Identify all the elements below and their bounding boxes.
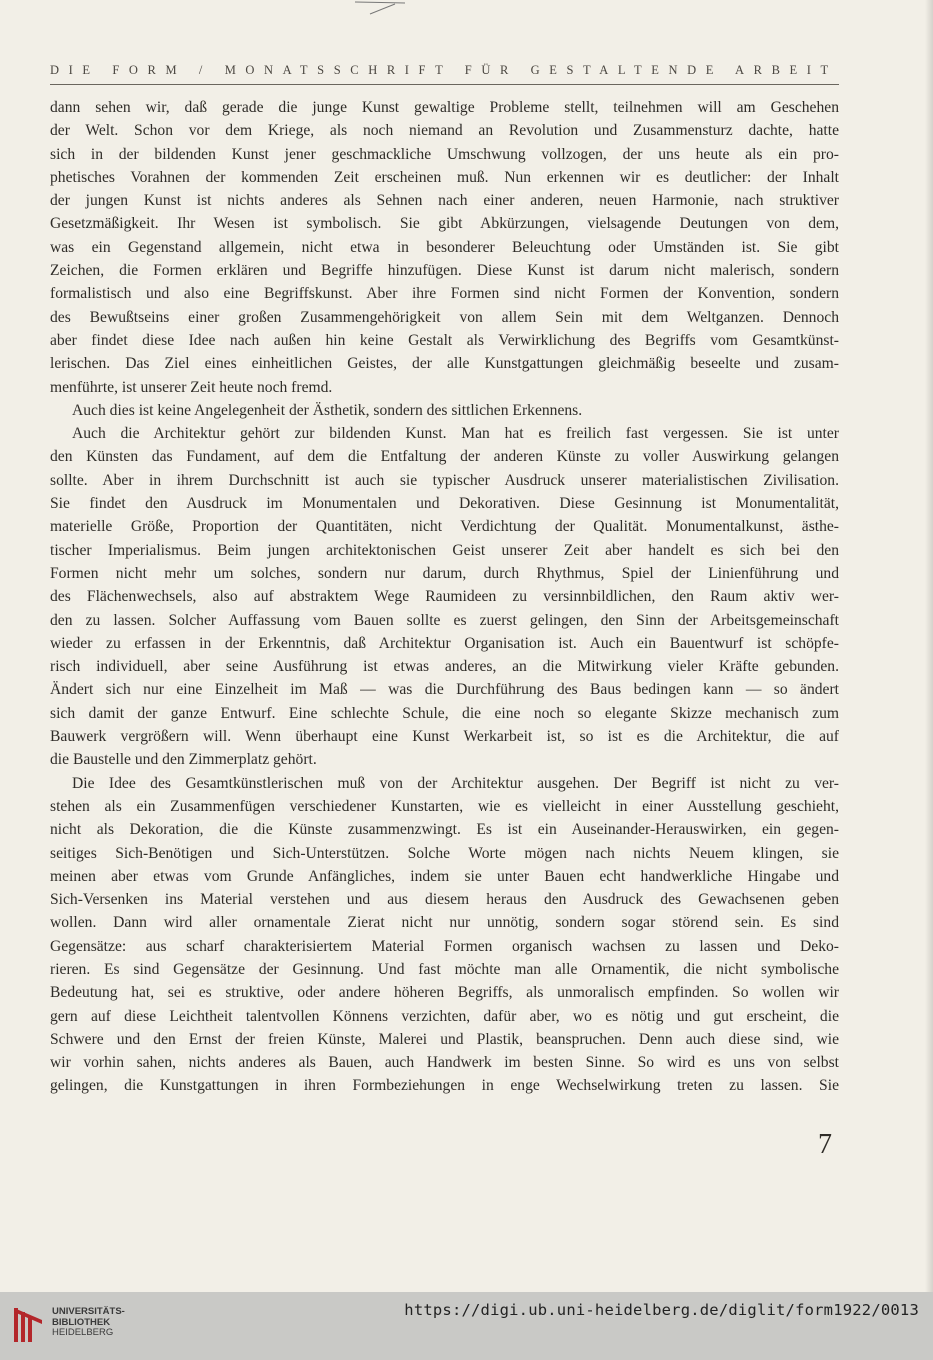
- text-line: seitiges Sich-Benötigen und Sich-Unterstützen. Solche Worte mögen nach nichts Neuem klingen, sie: [50, 844, 839, 862]
- text-line: Ändert sich nur eine Einzelheit im Maß — was die Durchführung des Baus bedingen kann — so ändert: [50, 681, 839, 699]
- page-number: 7: [818, 1129, 832, 1160]
- text-line: lerischen. Das Ziel eines einheitlichen Geistes, der alle Kunstgattungen gleichmäßig beseelte und zusam-: [50, 355, 839, 373]
- text-line: den Künsten das Fundament, auf dem die Entfaltung der anderen Künste zu voller Auswirkung gelangen: [50, 448, 839, 466]
- article-body: [50, 96, 839, 1098]
- text-line: wir vorhin sahen, nichts anderes als Bauen, auch Handwerk im besten Sinne. So wird es uns von selbst: [50, 1054, 839, 1072]
- library-name-line-1: UNIVERSITÄTS-: [52, 1306, 125, 1317]
- header-rule: [50, 84, 839, 85]
- text-line: menführte, ist unserer Zeit heute noch fremd.: [50, 378, 333, 396]
- text-line: formalistisch und also eine Begriffskunst. Aber ihre Formen sind nicht Formen der Konvention, sondern: [50, 285, 839, 303]
- permalink-url[interactable]: https://digi.ub.uni-heidelberg.de/diglit/form1922/0013: [404, 1301, 919, 1319]
- text-line: rieren. Es sind Gegensätze der Gesinnung. Und fast möchte man alle Ornamentik, die nicht symbolische: [50, 960, 839, 978]
- text-line: Formen nicht mehr um solches, sondern nur darum, durch Rhythmus, Spiel der Linienführung und: [50, 564, 839, 582]
- text-line: Bedeutung hat, sei es struktive, oder andere höheren Begriffs, als unmoralisch empfinden. So wollen wir: [50, 984, 839, 1002]
- text-line: des Bewußtseins einer großen Zusammengehörigkeit von allem Sein mit dem Weltganzen. Dennoch: [50, 308, 839, 326]
- text-line: nicht als Dekoration, die die Künste zusammenzwingt. Es ist ein Auseinander-Herauswirken, ein gegen-: [50, 821, 839, 839]
- text-line: Auch dies ist keine Angelegenheit der Ästhetik, sondern des sittlichen Erkennens.: [72, 401, 583, 419]
- text-line: Schwere und den Ernst der freien Künste, Malerei und Plastik, beanspruchen. Denn auch diese sind, wie: [50, 1030, 839, 1048]
- text-line: phetisches Vorahnen der kommenden Zeit erscheinen muß. Nun erkennen wir es deutlicher: der Inhalt: [50, 168, 839, 186]
- library-name-line-3: HEIDELBERG: [52, 1327, 114, 1338]
- text-line: risch individuell, aber seine Ausführung ist etwas anderes, an die Mitwirkung vieler Kräfte gebunden.: [50, 658, 839, 676]
- text-line: sich damit der ganze Entwurf. Eine schlechte Schule, die eine noch so elegante Skizze mechanisch zum: [50, 704, 839, 722]
- text-line: dann sehen wir, daß gerade die junge Kunst gewaltige Probleme stellt, teilnehmen will am Geschehen: [50, 99, 839, 116]
- text-line: materielle Größe, Proportion der Quantitäten, nicht Verdichtung der Qualität. Monumentalkunst, ästhe-: [50, 518, 839, 536]
- text-line: Gesetzmäßigkeit. Ihr Wesen ist symbolisch. Sie gibt Abkürzungen, vielsagende Deutungen von dem,: [50, 215, 839, 233]
- text-line: Sie findet den Ausdruck im Monumentalen und Dekorativen. Diese Gesinnung ist Monumentalität,: [50, 495, 839, 513]
- text-line: Sich-Versenken ins Material verstehen und aus diesem heraus den Ausdruck des Gewachsenen geben: [50, 891, 839, 909]
- text-line: Bauwerk vergrößern will. Wenn überhaupt eine Kunst Werkarbeit ist, so ist es die Architektur, die auf: [50, 728, 839, 746]
- text-line: gern auf diese Leichtheit talentvollen Könnens verzichten, dafür aber, wo es nötig und gut erscheint, die: [50, 1007, 839, 1025]
- text-line: meinen aber etwas vom Grunde Anfängliches, indem sie unter Bauen echt handwerkliche Hingabe und: [50, 867, 839, 885]
- library-name-line-2: BIBLIOTHEK: [52, 1316, 111, 1328]
- text-line: den zu lassen. Solcher Auffassung vom Bauen sollte es zuerst gelingen, den Sinn der Arbeitsgemeinschaft: [50, 611, 839, 629]
- text-line: sollte. Aber in ihrem Durchschnitt ist auch sie typischer Ausdruck unserer materialistischen Zivilisation.: [50, 471, 839, 489]
- scan-mark: [350, 0, 410, 16]
- text-line: sich in der bildenden Kunst jener geschmackliche Umschwung vollzogen, der uns heute als ein pro-: [50, 145, 839, 163]
- text-line: die Baustelle und den Zimmerplatz gehört.: [50, 751, 317, 769]
- text-line: stehen als ein Zusammenfügen verschiedener Kunstarten, wie es vielleicht in einer Ausstellung geschieht,: [50, 797, 839, 815]
- text-line: der Welt. Schon vor dem Kriege, als noch niemand an Revolution und Zusammensturz dachte, hatte: [50, 122, 839, 140]
- text-line: wieder zu erfassen in der Erkenntnis, daß Architektur Organisation ist. Auch ein Bauentwurf ist schöpfe-: [50, 634, 839, 652]
- text-line: wollen. Dann wird aller ornamentale Zierat nicht nur unnötig, sondern sogar störend sein. Es sind: [50, 914, 839, 932]
- text-line: gelingen, die Kunstgattungen in ihren Formbeziehungen in enge Wechselwirkung treten zu lassen. Sie: [50, 1077, 839, 1095]
- text-line: Zeichen, die Formen erklären und Begriffe hinzufügen. Diese Kunst ist darum nicht malerisch, sondern: [50, 262, 839, 280]
- text-line: was ein Gegenstand allgemein, nicht etwa in besonderer Beleuchtung oder Umständen ist. Sie gibt: [50, 238, 839, 256]
- library-name[interactable]: [52, 1307, 125, 1339]
- text-line: tischer Imperialismus. Beim jungen architektonischen Geist unserer Zeit aber handelt es sich bei den: [50, 541, 839, 559]
- text-line: der jungen Kunst ist nichts anderes als Sehnen nach einer anderen, neuen Harmonie, nach struktiver: [50, 192, 839, 210]
- text-line: aber findet diese Idee nach außen hin keine Gestalt als Verwirklichung des Begriffs vom Gesamtkünst-: [50, 331, 839, 349]
- text-line: Gegensätze: aus scharf charakterisiertem Material Formen organisch wachsen zu lassen und Deko-: [50, 937, 839, 955]
- text-line: Auch die Architektur gehört zur bildenden Kunst. Man hat es freilich fast vergessen. Sie ist unter: [72, 425, 839, 443]
- running-header: DIE FORM / MONATSSCHRIFT FÜR GESTALTENDE ARBEIT: [50, 63, 838, 77]
- text-line: des Flächenwechsels, also auf abstraktem Wege Raumideen zu versinnbildlichen, den Raum aktiv wer-: [50, 588, 839, 606]
- text-line: Die Idee des Gesamtkünstlerischen muß von der Architektur ausgehen. Der Begriff ist nicht zu ver-: [72, 774, 839, 792]
- university-library-logo[interactable]: [12, 1304, 46, 1344]
